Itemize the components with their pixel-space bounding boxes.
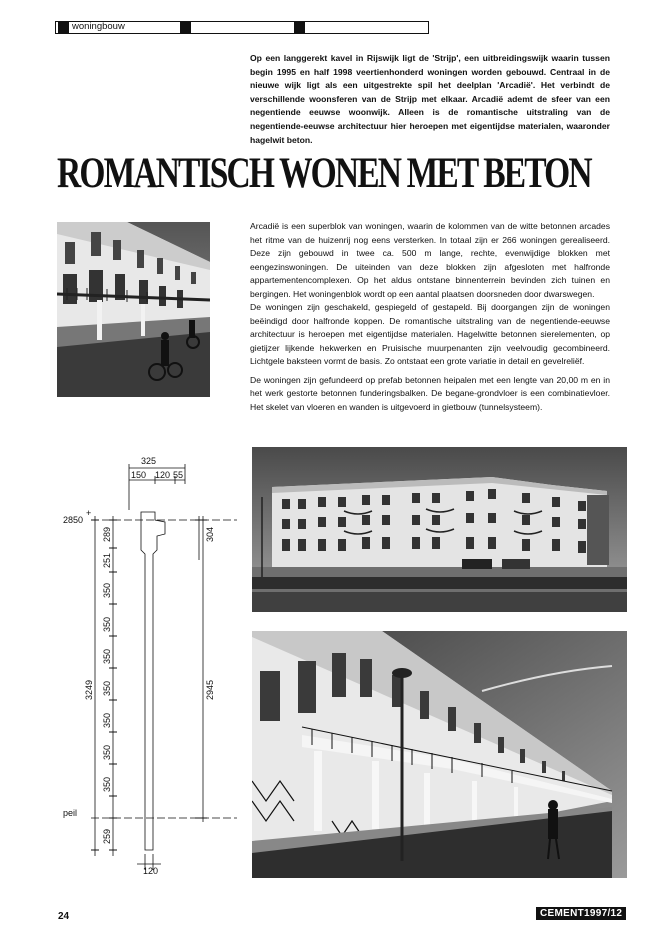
page-number: 24	[58, 911, 70, 922]
level-label: 2850	[63, 515, 84, 525]
dim-right-total: 2945	[205, 679, 215, 700]
dim-top-part: 55	[173, 470, 184, 480]
dim-segment: 289	[102, 526, 112, 542]
column-section-drawing	[57, 450, 242, 875]
dim-segment: 350	[102, 744, 112, 760]
peil-label: peil	[63, 808, 78, 818]
dim-segment: 350	[102, 616, 112, 632]
intro-paragraph: Op een langgerekt kavel in Rijswijk ligt de 'Strijp', een uitbreidingswijk waarin tussen begin 1995 en half 1998 veertienhonderd woningen worden gebouwd. Centraal in de nieuwe wijk ligt als een uitgestrekte spil het deelplan 'Arcadië'. Het verbindt de verschillende woonsferen van de Strijp met elkaar. Arcadië ademt de sfeer van een negentiende eeuwse woonwijk. Alleen is de romantische uitstraling van de negentiende-eeuwse architectuur hier heroepen met eigentijdse materialen, waaronder hagelwit beton.	[250, 53, 610, 145]
dim-bottom-width: 120	[143, 866, 159, 875]
dim-segment: 251	[102, 552, 112, 568]
body-paragraph: Arcadië is een superblok van woningen, waarin de kolommen van de witte betonnen arcades het ritme van de huizenrij nog eens versterken. In totaal zijn er 266 woningen gerealiseerd. Deze zijn gebouwd in twee ca. 500 m lange, rechte, evenwijdige blokken met eengezinswoningen. De uiteinden van deze blokken zijn afgesloten met halfronde appartementencomplexen. Op het aldus ontstane binnenterrein bevinden zich tuinen en bergingen. Het woningenblok wordt op een aantal plaatsen doorsneden door dwarswegen.	[250, 221, 610, 299]
dim-left-total: 3249	[84, 679, 94, 700]
journal-badge: CEMENT1997/12	[536, 907, 626, 920]
header-marker-square	[294, 22, 305, 33]
dim-segment: 350	[102, 648, 112, 664]
dim-segment: 350	[102, 582, 112, 598]
level-mark: +	[86, 508, 92, 518]
page-title: ROMANTISCH WONEN MET BETON	[57, 150, 591, 197]
dim-segment: 350	[102, 712, 112, 728]
photo-row-houses-cyclists	[57, 222, 210, 397]
dim-segment: 350	[102, 776, 112, 792]
body-paragraph: De woningen zijn gefundeerd op prefab betonnen heipalen met een lengte van 20,00 m en in het werk gestorte betonnen funderingsbalken. De begane-grondvloer is een combinatievloer. Het skelet van vloeren en wanden is uitgevoerd in gietbouw (tunnelsysteem).	[250, 374, 610, 412]
header-marker-square	[58, 22, 69, 33]
body-paragraph: De woningen zijn geschakeld, gespiegeld of gestapeld. Bij doorgangen zijn de woningen beëindigd door halfronde koppen. De romantische uitstraling van de negentiende-eeuwse architectuur is heroepen met eigentijdse materialen. Hagelwitte betonnen sierelementen, op gietijzer lijkende hekwerken en Pruisische muurpenanten zijn veelvoudig gecombineerd. Lichtgele baksteen vormt de basis. Zo ontstaat een grote variatie in detail en gevelreliëf.	[250, 302, 610, 366]
photo-street-arcade	[252, 631, 627, 878]
header-marker-square	[180, 22, 191, 33]
dim-top-part: 120	[155, 470, 171, 480]
dim-right-top: 304	[205, 526, 215, 542]
section-label: woningbouw	[72, 21, 125, 32]
dim-segment: 259	[102, 828, 112, 844]
dim-top-total: 325	[141, 456, 157, 466]
section-header-bar	[55, 21, 429, 34]
photo-apartment-complex	[252, 447, 627, 612]
dim-top-part: 150	[131, 470, 147, 480]
dim-segment: 350	[102, 680, 112, 696]
body-text	[250, 220, 610, 419]
